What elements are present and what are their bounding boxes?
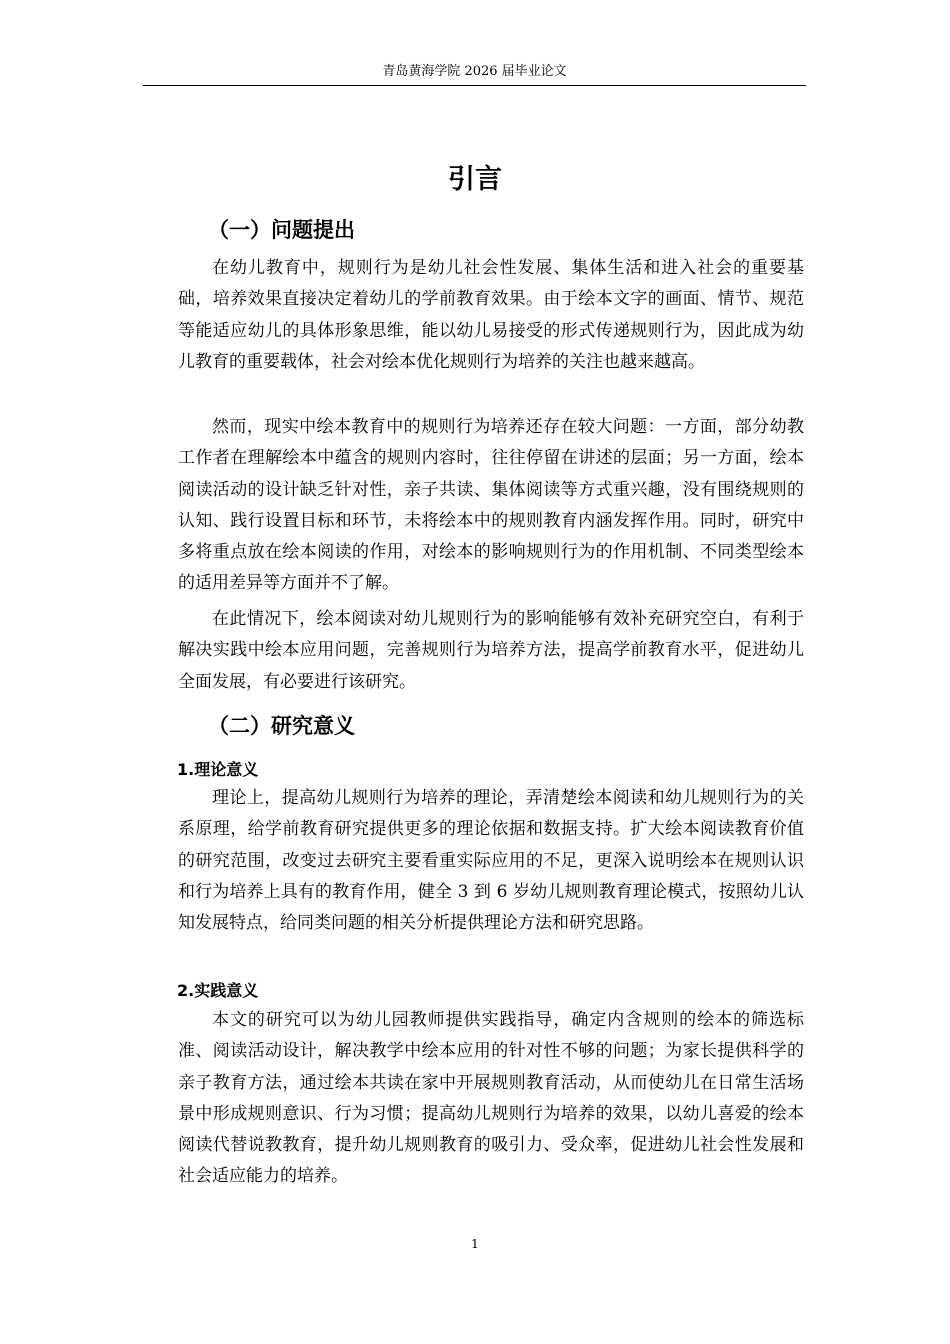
section-heading-problem: （一）问题提出 bbox=[208, 218, 355, 242]
section-heading-significance: （二）研究意义 bbox=[208, 714, 355, 738]
subheading-practice: 2.实践意义 bbox=[177, 981, 259, 1000]
paragraph-theory: 理论上，提高幼儿规则行为培养的理论，弄清楚绘本阅读和幼儿规则行为的关系原理，给学前教育研究提供更多的理论依据和数据支持。扩大绘本阅读教育价值的研究范围，改变过去研究主要看重实际应用的不足，更深入说明绘本在规则认识和行为培养上具有的教育作用，健全 3 到 6 岁幼儿规则教育理论模式，按照幼儿认知发展特点，给同类问题的相关分析提供理论方法和研究思路。 bbox=[178, 788, 804, 934]
paragraph-intro: 在幼儿教育中，规则行为是幼儿社会性发展、集体生活和进入社会的重要基础，培养效果直接决定着幼儿的学前教育效果。由于绘本文字的画面、情节、规范等能适应幼儿的具体形象思维，能以幼儿易接受的形式传递规则行为，因此成为幼儿教育的重要载体，社会对绘本优化规则行为培养的关注也越来越高。 bbox=[178, 258, 804, 372]
page-header: 青岛黄海学院 2026 届毕业论文 bbox=[143, 58, 806, 86]
subheading-theory: 1.理论意义 bbox=[177, 760, 259, 779]
page-title: 引言 bbox=[448, 164, 502, 195]
paragraph-necessity: 在此情况下，绘本阅读对幼儿规则行为的影响能够有效补充研究空白，有利于解决实践中绘本应用问题，完善规则行为培养方法，提高学前教育水平，促进幼儿全面发展，有必要进行该研究。 bbox=[178, 609, 804, 692]
paragraph-practice: 本文的研究可以为幼儿园教师提供实践指导，确定内含规则的绘本的筛选标准、阅读活动设计，解决教学中绘本应用的针对性不够的问题；为家长提供科学的亲子教育方法，通过绘本共读在家中开展规则教育活动，从而使幼儿在日常生活场景中形成规则意识、行为习惯；提高幼儿规则行为培养的效果，以幼儿喜爱的绘本阅读代替说教教育，提升幼儿规则教育的吸引力、受众率，促进幼儿社会性发展和社会适应能力的培养。 bbox=[178, 1010, 804, 1187]
paragraph-problems: 然而，现实中绘本教育中的规则行为培养还存在较大问题：一方面，部分幼教工作者在理解绘本中蕴含的规则内容时，往往停留在讲述的层面；另一方面，绘本阅读活动的设计缺乏针对性，亲子共读、集体阅读等方式重兴趣，没有围绕规则的认知、践行设置目标和环节，未将绘本中的规则教育内涵发挥作用。同时，研究中多将重点放在绘本阅读的作用，对绘本的影响规则行为的作用机制、不同类型绘本的适用差异等方面并不了解。 bbox=[178, 417, 804, 594]
page-number: 1 bbox=[471, 1237, 479, 1251]
